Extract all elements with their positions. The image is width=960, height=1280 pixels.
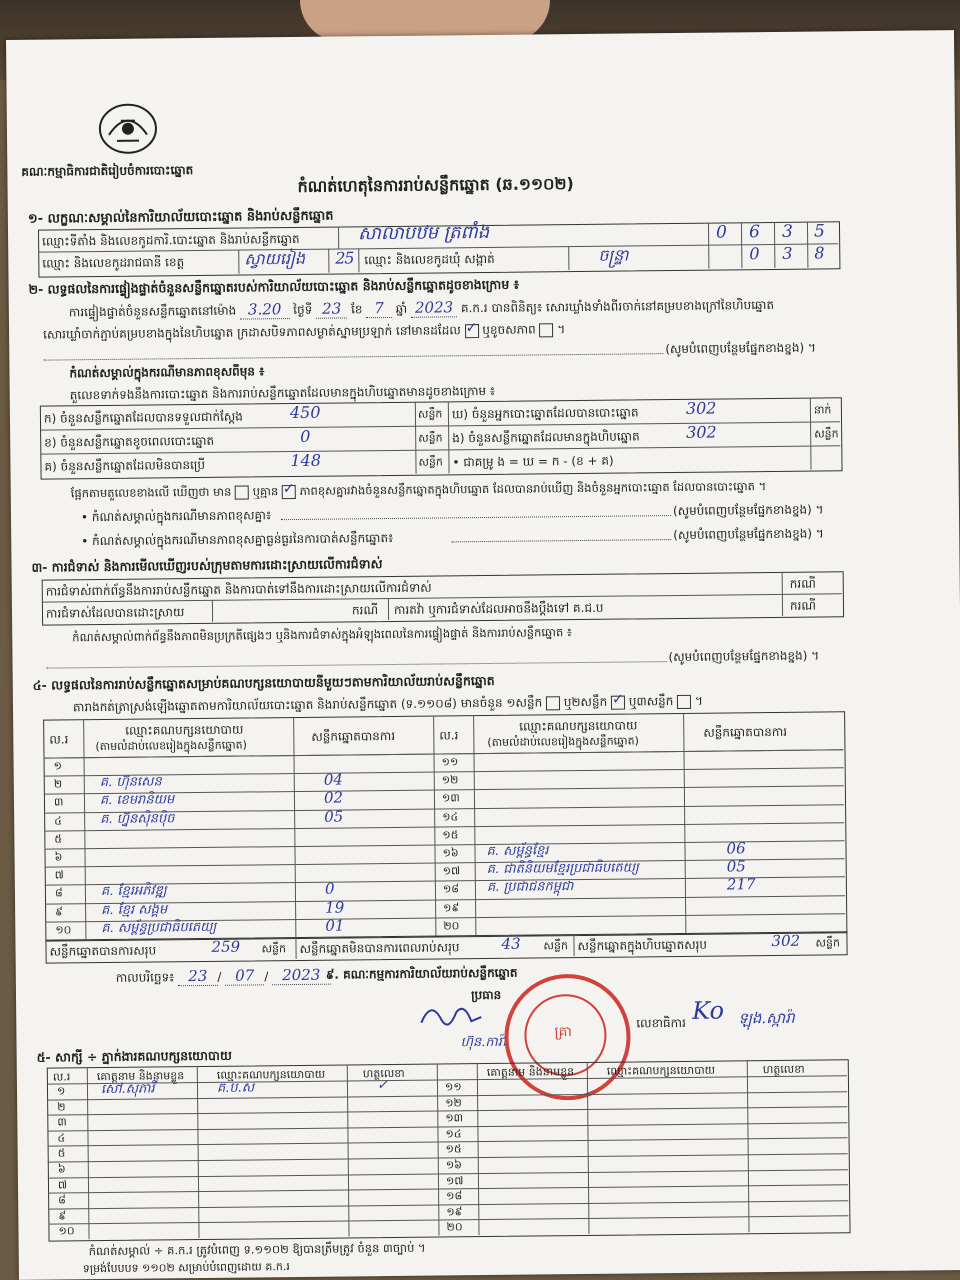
count-received-value: 450 [289,402,321,423]
witness-name: សៅ.សុភារី [100,1081,155,1098]
station-code-4: 5 [813,221,825,242]
final-note: កំណត់សម្គាល់ ÷ គ.ក.រ ត្រូវបំពេញ ទ.១១០២ ឱ្យបានត្រឹមត្រូវ ចំនួន ៣ច្បាប់ ។ [88,1240,426,1259]
secretary-label: លេខាធិការ [636,1015,686,1031]
station-code-3: 3 [781,221,793,242]
result-party: គ. ជាតិនិយមខ្មែរប្រជាធិបតេយ្យ [486,860,639,878]
witness-no: ៤ [57,1131,66,1145]
province-name: ស្វាយរៀង [244,248,306,269]
count-spoiled-label: ខ) ចំនួនសន្លឹកឆ្នោតខូចពេលបោះឆ្នោត [44,433,215,450]
secretary-signature: Ko [692,996,725,1025]
count-voters-value: 302 [685,398,717,418]
count-inbox-unit: សន្លឹក [814,427,839,441]
count-received-unit: សន្លឹក [417,407,443,421]
difference-no-checkbox[interactable]: ✓ [282,484,296,498]
result-party: គ. សម្ព័ន្ធខ្មែរ [486,843,549,860]
witness-no: ១៩ [446,1205,463,1219]
witness-no: ៦ [57,1162,66,1176]
result-party: គ. ខេមរានិយម [99,792,175,809]
result-no: ១ [53,759,63,773]
count-spoiled-unit: សន្លឹក [418,431,443,445]
total-inbox-value: 302 [771,931,801,951]
chair-signature [416,997,486,1038]
date-year: 2023 [272,966,330,986]
witness-no: ១១ [444,1080,462,1094]
irregularity-note: កំណត់សម្គាល់ពាក់ព័ន្ធនឹងភាពមិនប្រក្រតីផ្សេងៗ ឬនិងការជំទាស់ក្នុងអំឡុងពេលនៃការផ្ទៀងផ្ទាត់ និងការរាប់សន្លឹកឆ្នោត ៖ [72,625,573,645]
witness-party: គ.ប.ស [216,1080,255,1096]
station-code-2: 6 [748,222,760,243]
col-party-left: ឈ្មោះគណបក្សនយោបាយ [125,722,244,738]
section-3-heading: ៣- ការជំទាស់ និងការមើលឃើញរបស់ក្រុមតាមការដោះស្រាយលើការជំទាស់ [31,556,383,575]
section-4-heading: ៤- លទ្ធផលនៃការរាប់សន្លឹកឆ្នោតសម្រាប់គណបក្សនយោបាយនីមួយៗតាមការិយាល័យរាប់សន្លឹកឆ្នោត [32,672,495,693]
result-no: ៧ [54,868,64,882]
difference-check-line: ផ្អែកតាមតួលេខខាងលើ ឃើញថា មាន ឬគ្មាន ✓ ភាពខុសគ្នារវាងចំនួនសន្លឹកឆ្នោតក្នុងហិបឆ្នោត ដែលបានរាប់ឃើញ និងចំនួនអ្នកបោះឆ្នោត ដែលបានបោះឆ្នោត ។ [70,479,767,501]
total-inbox-label: សន្លឹកឆ្នោតក្នុងហិបឆ្នោតសរុប [577,937,708,954]
section-2-heading: ២- លទ្ធផលនៃការផ្ទៀងផ្ទាត់ចំនួនសន្លឹកឆ្នោតរបស់ការិយាល័យបោះឆ្នោត និងរាប់សន្លឹកឆ្នោតដូចខាងក្រោម ៖ [28,276,520,297]
count-inbox-label: ង) ចំនួនសន្លឹកឆ្នោតដែលមានក្នុងហិបឆ្នោត [452,429,640,446]
secretary-name: ឡុង.ស្ការ៉ា [738,1008,795,1028]
bullet-fill-2: (សូមបំពេញបន្ថែមផ្នែកខាងខ្នង) ។ [673,526,824,543]
col-no-right: ល.រ [439,728,459,743]
result-no: ៣ [53,795,64,809]
witness-no: ២០ [446,1220,463,1234]
section-1-heading: ១- លក្ខណៈសម្គាល់នៃការិយាល័យបោះឆ្នោត និងរាប់សន្លឹកឆ្នោត [27,208,334,227]
fill-note: (សូមបំពេញបន្ថែមផ្នែកខាងខ្នង) ។ [665,340,816,357]
witness-col-name-right: គោត្តនាម និងនាមខ្លួន [486,1065,575,1080]
count-voters-unit: នាក់ [813,403,832,417]
verify-line-2: សោរឃ្លាំចាក់ភ្ជាប់គម្របខាងក្នុងនៃហិបឆ្នោត ក្រដាសបិទភាពសម្ងាត់ស្នាមប្រឡាក់ នៅមានដដែល ✓ ឬខូចសភាព ។ [43,319,566,342]
result-votes: 01 [325,916,345,935]
result-votes: 06 [726,839,746,858]
result-no: ២ [53,777,63,791]
commune-name: ចន្ទ្រា [598,245,629,265]
objection-resolved: ការជំទាស់ដែលបានដោះស្រាយ [45,605,185,621]
witness-col-name: គោត្តនាម និងនាមខ្លួន [96,1069,185,1084]
witness-no: ៩ [58,1209,67,1223]
station-name: សាលាបឋម ត្រពាំង [357,221,490,245]
total-valid-unit: សន្លឹក [261,942,287,956]
witness-no: ៨ [58,1193,67,1207]
total-invalid-label: សន្លឹកឆ្នោតមិនបានការពេលរាប់សរុប [299,940,460,956]
count-unused-value: 148 [290,450,322,471]
col-party-sub-left: (តាមលំដាប់លេខរៀងក្នុងសន្លឹកឆ្នោត) [95,738,247,754]
form-footer: ទម្រង់បែបបទ ១១០២ សម្រាប់បំពេញដោយ គ.ក.រ [82,1260,290,1276]
bullet-note-1: • កំណត់សម្គាល់ក្នុងករណីមានភាពខុសគ្នា៖ [80,508,272,525]
nec-emblem-icon [97,100,160,157]
objection-appeal-cases: ករណី [789,598,817,613]
col-votes-right: សន្លឹកឆ្នោតបានការ [703,724,788,740]
result-no: ១០ [55,923,72,937]
bullet-fill-1: (សូមបំពេញបន្ថែមផ្នែកខាងខ្នង) ។ [672,502,824,519]
col-party-right: ឈ្មោះគណបក្សនយោបាយ [519,718,638,734]
witness-no: ១០ [58,1224,75,1238]
count-unused-label: គ) ចំនួនសន្លឹកឆ្នោតដែលមិនបានប្រើ [44,457,206,474]
result-no: ១៥ [442,828,459,842]
witness-no: ២ [57,1100,66,1114]
witness-no: ១៤ [445,1127,462,1141]
total-valid-value: 259 [211,937,241,956]
result-no: ៦ [54,850,63,864]
verify-month: 7 [366,299,392,318]
witness-no: ១៧ [445,1173,464,1188]
result-votes: 217 [726,875,756,894]
result-no: ១១ [441,755,459,769]
result-votes: 0 [324,879,335,899]
result-no: ៤ [54,814,63,828]
result-no: ១២ [441,773,459,787]
witness-no: ១២ [445,1095,462,1110]
verify-time: 3.20 [240,300,290,320]
witness-no: ៣ [57,1115,67,1129]
total-invalid-unit: សន្លឹក [543,939,569,953]
tally-sheet-line: តារាងកត់ត្រាស្រង់ឡើងឆ្នោតតាមការិយាល័យបោះឆ្នោត និងរាប់សន្លឹកឆ្នោត (ទ.១១០៨) មានចំនួន ១សន្លឹក ឬ២សន្លឹក ✓ ឬ៣សន្លឹក ។ [72,691,703,715]
counts-intro: តួលេខទាក់ទងនឹងការបោះឆ្នោត និងការរាប់សន្លឹកឆ្នោតដែលមានក្នុងហិបឆ្នោតមានដូចខាងក្រោម ៖ [69,383,496,403]
verify-day: 23 [316,299,347,318]
station-label: ឈ្មោះទីតាំង និងលេខកូដការិ.បោះឆ្នោត និងរាប់សន្លឹកឆ្នោត [42,231,300,249]
result-no: ១៦ [442,846,459,860]
count-unused-unit: សន្លឹក [418,455,443,469]
province-code-2: 5 [344,248,355,268]
result-votes: 02 [323,788,344,808]
commune-code-1: 0 [749,244,760,264]
result-party: គ. ហ៊ុនសេន [99,774,162,791]
result-no: ៩ [55,905,63,919]
total-invalid-value: 43 [501,934,521,953]
result-party: គ. ខ្មែរ សង្គម [101,901,168,918]
result-no: ១៧ [442,864,461,878]
section-3-fill: (សូមបំពេញបន្ថែមផ្នែកខាងខ្នង) ។ [668,648,820,665]
intact-checkbox[interactable]: ✓ [464,324,478,338]
count-spoiled-value: 0 [300,426,311,446]
commune-code-2: 3 [782,243,793,263]
witness-no: ១ [56,1084,66,1098]
witness-col-sig-right: ហត្ថលេខា [762,1062,805,1077]
witness-col-party-right: ឈ្មោះគណបក្សនយោបាយ [606,1063,716,1078]
result-no: ៥ [54,832,63,846]
count-inbox-value: 302 [686,422,717,442]
fill-line [43,353,663,360]
witness-no: ១៦ [445,1158,462,1172]
result-no: ១៣ [441,791,460,805]
date-line: កាលបរិច្ឆេទ៖ 23 / 07 / 2023 [116,967,331,986]
total-valid-label: សន្លឹកឆ្នោតបានការសរុប [49,943,157,959]
section-5-heading: ៥- សាក្សី ÷ ភ្នាក់ងារគណបក្សនយោបាយ [36,1047,232,1065]
three-sheet-checkbox[interactable] [677,694,691,708]
chair-name: ហ៊ុន.ការ៉ា [460,1034,507,1051]
col-votes-left: សន្លឹកឆ្នោតបានការ [311,728,396,744]
result-no: ២០ [443,919,460,933]
total-inbox-unit: សន្លឹក [815,936,841,950]
result-votes: 04 [323,770,343,789]
objection-resolved-cases: ករណី [351,603,379,618]
date-day: 23 [178,967,217,986]
official-stamp: គ្រា [504,974,631,1101]
col-party-sub-right: (តាមលំដាប់លេខរៀងក្នុងសន្លឹកឆ្នោត) [487,734,639,749]
witness-no: ៥ [57,1146,66,1160]
count-received-label: ក) ចំនួនសន្លឹកឆ្នោតដែលបានទទួលជាក់ស្តែង [43,409,243,426]
witness-no: ១៣ [445,1111,464,1125]
result-no: ១៩ [443,900,460,915]
witness-no: ១៨ [446,1189,463,1203]
witness-col-sig: ហត្ថលេខា [362,1066,405,1081]
province-label: ឈ្មោះ និងលេខកូដរាជធានី ខេត្ត [42,255,185,271]
result-votes: 05 [726,857,746,876]
commune-code-3: 8 [814,243,825,263]
witness-signature: ✓ [376,1078,388,1094]
col-no-left: ល.រ [49,732,69,747]
count-voters-label: ឃ) ចំនួនអ្នកបោះឆ្នោតដែលបានបោះឆ្នោត [451,405,639,422]
count-formula: • ជាគម្រូ ង = ឃ = ក - (ខ + គ) [452,453,614,470]
org-name: គណៈកម្មាធិការជាតិរៀបចំការបោះឆ្នោត [21,163,194,179]
result-party: គ. ប្រជាជនកម្ពុជា [486,879,574,896]
witness-no: ១៥ [445,1142,462,1156]
result-no: ១៤ [442,809,459,824]
result-no: ១៨ [442,882,460,896]
chair-label: ប្រធាន [470,987,502,1003]
result-party: គ. ហ្វ៊ុនស៊ិនប៉ិច [100,810,175,827]
result-votes: 19 [325,898,345,917]
objection-appeal: ការតវ៉ា ឬការជំទាស់ដែលអាចនឹងប្តឹងទៅ គ.ជ.ប [393,600,604,617]
result-party: គ. ខ្មែរអភិវឌ្ឍ [100,883,167,900]
difference-yes-checkbox[interactable] [235,485,249,499]
result-votes: 05 [324,807,344,826]
two-sheet-checkbox[interactable]: ✓ [611,695,625,709]
committee-label: ៩. គណៈកម្មការការិយាល័យរាប់សន្លឹកឆ្នោត [325,965,518,982]
province-code-1: 2 [335,248,346,268]
verify-line-1: ការផ្ទៀងផ្ទាត់ចំនួនសន្លឹកឆ្នោតនៅម៉ោង 3.20 ថ្ងៃទី 23 ខែ 7 ឆ្នាំ 2023 គ.ក.រ បានពិនិត្យ៖ សោរឃ្លាំងទាំងពីរចាក់នៅគម្របខាងក្រៅនៃហិបឆ្នោត [68,297,775,320]
objection-row-1-cases: ករណី [789,576,816,591]
witness-no: ៧ [57,1178,68,1192]
diff-note: កំណត់សម្គាល់ក្នុងករណីមានភាពខុសពីមុន ៖ [69,364,265,381]
damaged-checkbox[interactable] [539,323,553,337]
one-sheet-checkbox[interactable] [546,696,560,710]
witness-col-party: ឈ្មោះគណបក្សនយោបាយ [216,1067,326,1082]
objection-row-1: ការជំទាស់ពាក់ព័ន្ធនឹងការរាប់សន្លឹកឆ្នោត និងការបាត់ទៅនឹងការដោះស្រាយលើការជំទាស់ [45,580,432,599]
bullet-note-2: • កំណត់សម្គាល់ក្នុងករណីមានភាពខុសគ្នាធ្ងន់ធ្ងរនៃការបាត់សន្លឹកឆ្នោត៖ [81,530,394,549]
station-code-1: 0 [715,222,727,243]
form-title: កំណត់ហេតុនៃការរាប់សន្លឹកឆ្នោត (ឆ.១១០២) [297,174,574,196]
witness-col-no: ល.រ [52,1070,71,1084]
result-no: ៨ [54,886,63,900]
result-party: គ. សម្ព័ន្ធប្រជាធិបតេយ្យ [101,919,217,936]
date-month: 07 [225,966,264,985]
document-sheet [6,30,960,1280]
verify-year: 2023 [411,298,457,317]
commune-label: ឈ្មោះ និងលេខកូដឃុំ សង្កាត់ [364,251,495,268]
